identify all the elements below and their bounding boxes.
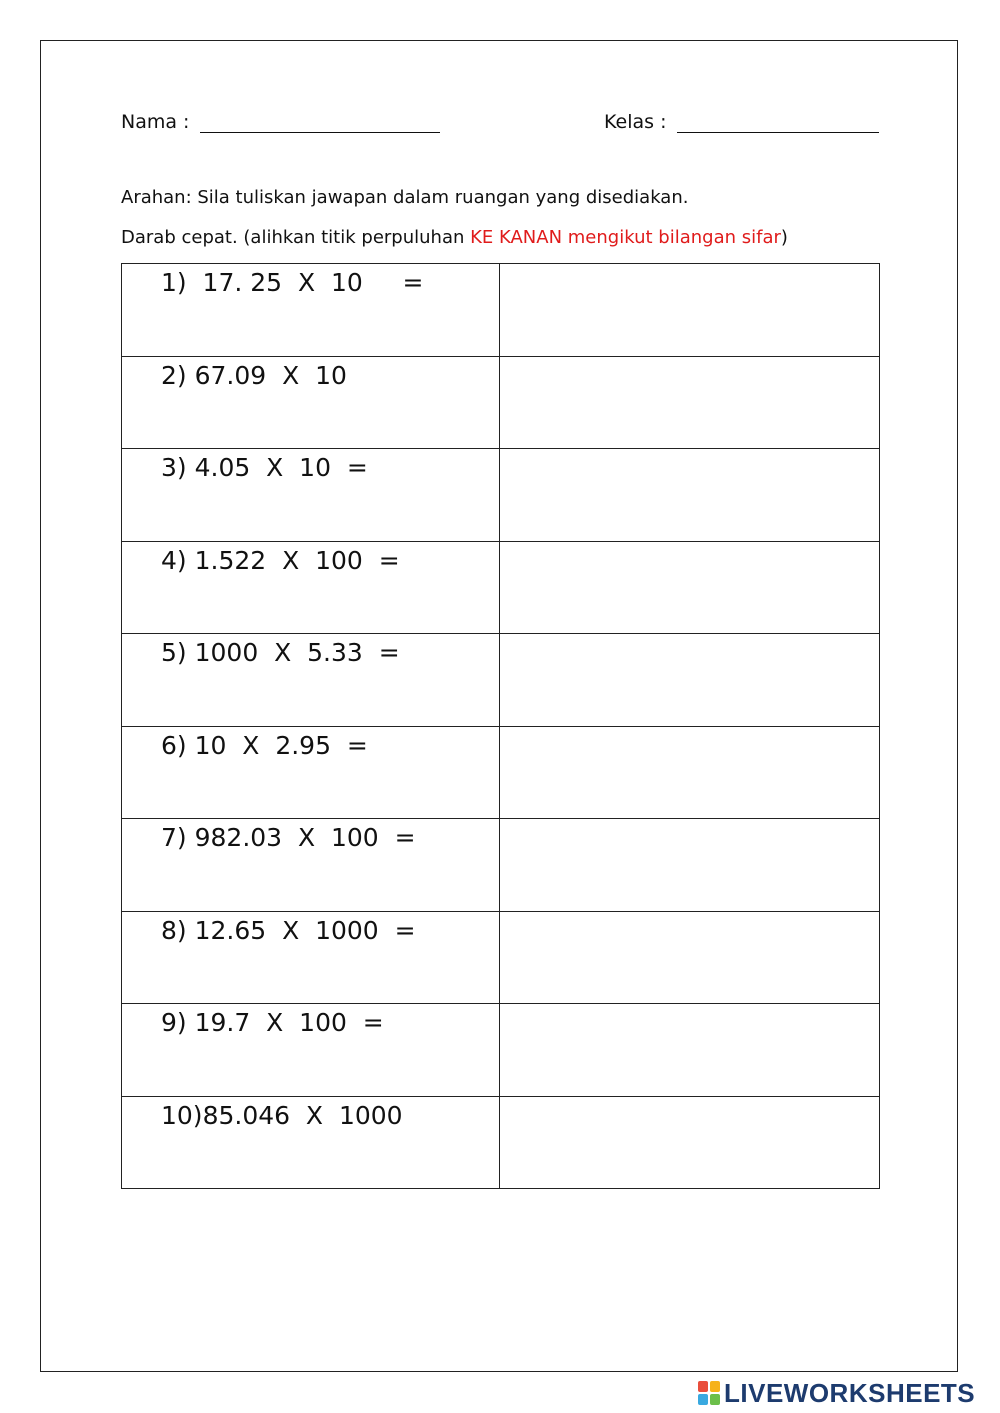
table-row xyxy=(122,911,880,1004)
table-row xyxy=(122,634,880,727)
question-cell: 5) 1000 X 5.33 = xyxy=(122,634,500,727)
question-cell: 6) 10 X 2.95 = xyxy=(122,726,500,819)
question-cell: 9) 19.7 X 100 = xyxy=(122,1004,500,1097)
instruction-line-1: Arahan: Sila tuliskan jawapan dalam ruangan yang disediakan. xyxy=(121,187,689,208)
instruction-text: Darab cepat. (alihkan titik perpuluhan xyxy=(121,227,471,248)
nama-field xyxy=(121,111,440,133)
instruction-line-2 xyxy=(121,227,788,248)
nama-label: Nama : xyxy=(121,111,196,133)
instruction-text-end: ) xyxy=(780,227,788,248)
answer-cell[interactable] xyxy=(500,911,880,1004)
table-row xyxy=(122,819,880,912)
question-cell: 8) 12.65 X 1000 = xyxy=(122,911,500,1004)
answer-cell[interactable] xyxy=(500,819,880,912)
worksheet-page xyxy=(40,40,958,1372)
question-table xyxy=(121,263,880,1189)
logo-text: LIVEWORKSHEETS xyxy=(724,1377,976,1408)
question-cell: 4) 1.522 X 100 = xyxy=(122,541,500,634)
answer-cell[interactable] xyxy=(500,449,880,542)
kelas-blank-line[interactable] xyxy=(677,112,879,133)
liveworksheets-logo xyxy=(698,1378,975,1408)
kelas-label: Kelas : xyxy=(604,111,673,133)
table-row xyxy=(122,726,880,819)
answer-cell[interactable] xyxy=(500,1004,880,1097)
table-row xyxy=(122,541,880,634)
table-row xyxy=(122,1096,880,1189)
table-row xyxy=(122,356,880,449)
question-cell: 2) 67.09 X 10 xyxy=(122,356,500,449)
answer-cell[interactable] xyxy=(500,634,880,727)
kelas-field xyxy=(604,111,879,133)
answer-cell[interactable] xyxy=(500,356,880,449)
table-row xyxy=(122,1004,880,1097)
table-row xyxy=(122,449,880,542)
question-cell: 3) 4.05 X 10 = xyxy=(122,449,500,542)
answer-cell[interactable] xyxy=(500,726,880,819)
answer-cell[interactable] xyxy=(500,264,880,357)
nama-blank-line[interactable] xyxy=(200,112,440,133)
instruction-highlight: KE KANAN mengikut bilangan sifar xyxy=(470,227,781,248)
liveworksheets-logo-icon xyxy=(698,1381,720,1405)
answer-cell[interactable] xyxy=(500,1096,880,1189)
question-cell: 10)85.046 X 1000 xyxy=(122,1096,500,1189)
answer-cell[interactable] xyxy=(500,541,880,634)
table-row xyxy=(122,264,880,357)
question-cell: 7) 982.03 X 100 = xyxy=(122,819,500,912)
question-cell: 1) 17. 25 X 10 = xyxy=(122,264,500,357)
